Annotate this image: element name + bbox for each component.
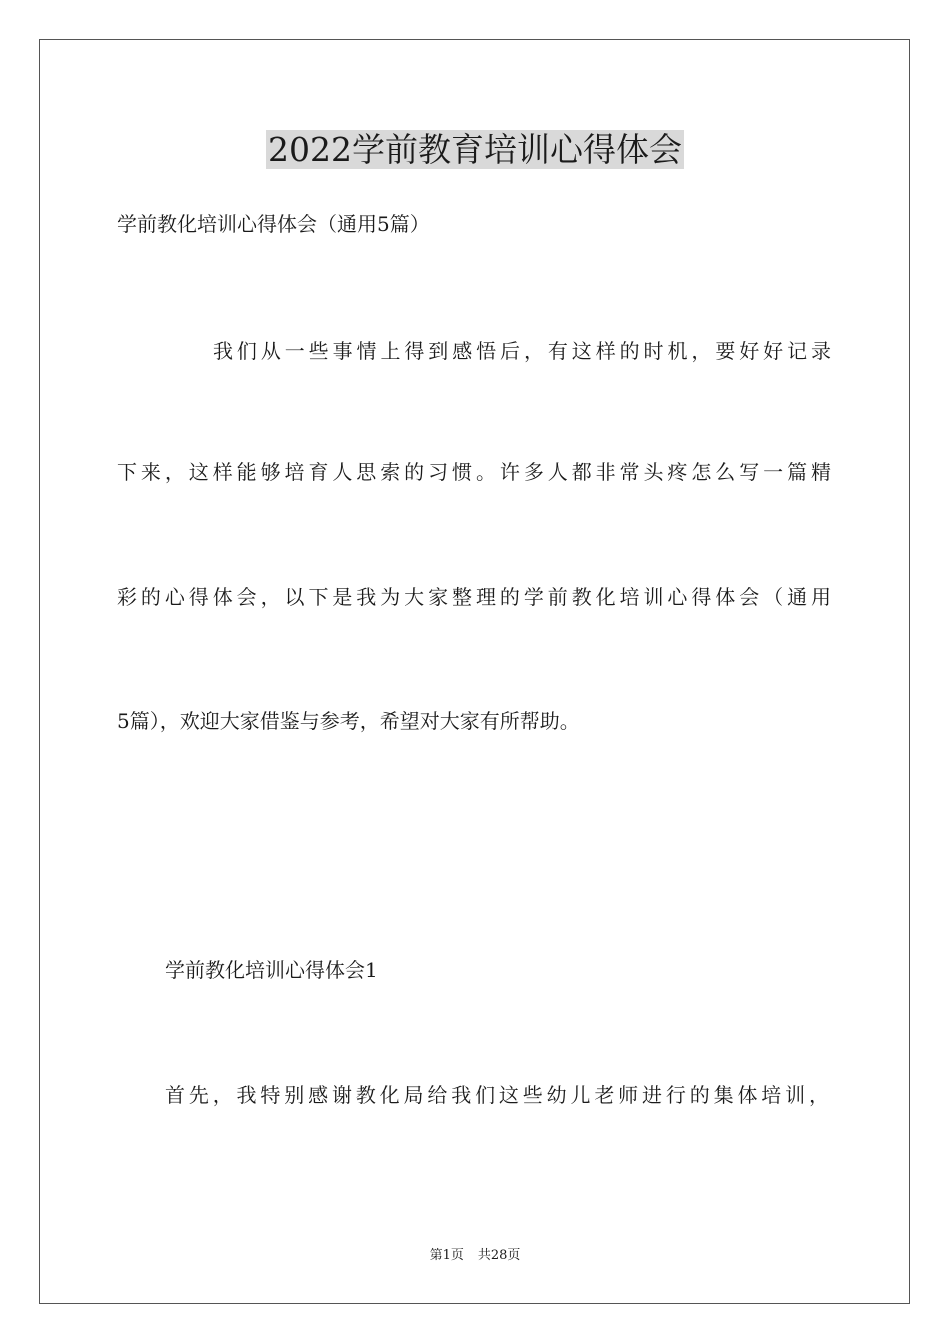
document-subtitle: 学前教化培训心得体会（通用5篇） bbox=[117, 212, 430, 236]
section-heading: 学前教化培训心得体会1 bbox=[165, 958, 378, 982]
intro-line-1: 我们从一些事情上得到感悟后，有这样的时机，要好好记录 bbox=[213, 339, 831, 363]
intro-line-3: 彩的心得体会，以下是我为大家整理的学前教化培训心得体会（通用 bbox=[117, 585, 831, 609]
intro-line-2: 下来，这样能够培育人思索的习惯。许多人都非常头疼怎么写一篇精 bbox=[117, 460, 831, 484]
page-number: 第1页 bbox=[429, 1248, 464, 1263]
page-total: 共28页 bbox=[477, 1248, 521, 1263]
document-title bbox=[0, 128, 950, 172]
intro-line-4: 5篇），欢迎大家借鉴与参考，希望对大家有所帮助。 bbox=[117, 709, 580, 733]
page-footer bbox=[0, 1247, 950, 1265]
section-paragraph-line-1: 首先，我特别感谢教化局给我们这些幼儿老师进行的集体培训， bbox=[165, 1083, 829, 1107]
document-title-text: 2022学前教育培训心得体会 bbox=[268, 130, 682, 169]
